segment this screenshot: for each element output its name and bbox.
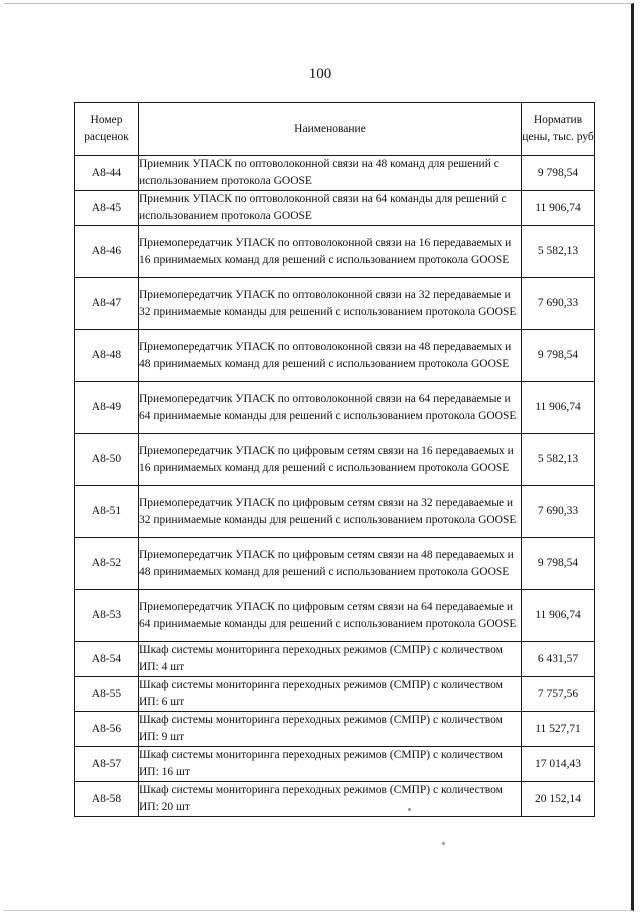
rate-price: 11 527,71 bbox=[522, 712, 595, 747]
rate-code: А8-58 bbox=[75, 782, 139, 817]
scan-speck bbox=[442, 842, 445, 845]
table-row bbox=[75, 486, 595, 538]
rate-price: 5 582,13 bbox=[522, 434, 595, 486]
rate-code: А8-49 bbox=[75, 382, 139, 434]
rate-name: Шкаф системы мониторинга переходных режимов (СМПР) с количеством ИП: 9 шт bbox=[139, 712, 522, 747]
rate-price: 7 757,56 bbox=[522, 677, 595, 712]
rate-price: 9 798,54 bbox=[522, 538, 595, 590]
rate-code: А8-53 bbox=[75, 590, 139, 642]
table-row bbox=[75, 156, 595, 191]
table-row bbox=[75, 226, 595, 278]
rate-name: Шкаф системы мониторинга переходных режимов (СМПР) с количеством ИП: 6 шт bbox=[139, 677, 522, 712]
header-rate-number: Номер расценок bbox=[75, 103, 139, 156]
rate-price: 20 152,14 bbox=[522, 782, 595, 817]
rate-code: А8-56 bbox=[75, 712, 139, 747]
rate-code: А8-48 bbox=[75, 330, 139, 382]
rate-code: А8-50 bbox=[75, 434, 139, 486]
rate-price: 5 582,13 bbox=[522, 226, 595, 278]
scan-speck bbox=[408, 808, 411, 811]
rate-price: 7 690,33 bbox=[522, 486, 595, 538]
rate-code: А8-51 bbox=[75, 486, 139, 538]
page-number: 100 bbox=[308, 66, 332, 82]
table-row bbox=[75, 747, 595, 782]
rate-name: Шкаф системы мониторинга переходных режимов (СМПР) с количеством ИП: 20 шт bbox=[139, 782, 522, 817]
table-row bbox=[75, 712, 595, 747]
rate-price: 17 014,43 bbox=[522, 747, 595, 782]
rate-code: А8-55 bbox=[75, 677, 139, 712]
rate-price: 11 906,74 bbox=[522, 191, 595, 226]
rate-code: А8-44 bbox=[75, 156, 139, 191]
rate-name: Приемопередатчик УПАСК по оптоволоконной связи на 32 передаваемые и 32 принимаемые команды для решений с использованием протокола GOOSE bbox=[139, 278, 522, 330]
table-row bbox=[75, 330, 595, 382]
rate-name: Приемопередатчик УПАСК по цифровым сетям связи на 48 передаваемых и 48 принимаемых команд для решений с использованием протокола GOOSE bbox=[139, 538, 522, 590]
rate-name: Шкаф системы мониторинга переходных режимов (СМПР) с количеством ИП: 16 шт bbox=[139, 747, 522, 782]
table-row bbox=[75, 590, 595, 642]
table-row bbox=[75, 782, 595, 817]
rate-code: А8-47 bbox=[75, 278, 139, 330]
table-row bbox=[75, 434, 595, 486]
rate-name: Приемопередатчик УПАСК по цифровым сетям связи на 64 передаваемые и 64 принимаемые команды для решений с использованием протокола GOOSE bbox=[139, 590, 522, 642]
rate-price: 7 690,33 bbox=[522, 278, 595, 330]
header-name: Наименование bbox=[139, 103, 522, 156]
table-row bbox=[75, 677, 595, 712]
table-header-row bbox=[75, 103, 595, 156]
rate-name: Приемник УПАСК по оптоволоконной связи на 48 команд для решений с использованием протокола GOOSE bbox=[139, 156, 522, 191]
rate-price: 6 431,57 bbox=[522, 642, 595, 677]
rate-price: 11 906,74 bbox=[522, 590, 595, 642]
header-price: Норматив цены, тыс. руб bbox=[522, 103, 595, 156]
rate-code: А8-54 bbox=[75, 642, 139, 677]
rate-name: Приемопередатчик УПАСК по цифровым сетям связи на 16 передаваемых и 16 принимаемых команд для решений с использованием протокола GOOSE bbox=[139, 434, 522, 486]
rate-name: Приемник УПАСК по оптоволоконной связи на 64 команды для решений с использованием протокола GOOSE bbox=[139, 191, 522, 226]
rate-name: Приемопередатчик УПАСК по оптоволоконной связи на 48 передаваемых и 48 принимаемых команд для решений с использованием протокола GOOSE bbox=[139, 330, 522, 382]
rate-code: А8-52 bbox=[75, 538, 139, 590]
table-row bbox=[75, 382, 595, 434]
rate-name: Шкаф системы мониторинга переходных режимов (СМПР) с количеством ИП: 4 шт bbox=[139, 642, 522, 677]
table-row bbox=[75, 278, 595, 330]
rate-name: Приемопередатчик УПАСК по оптоволоконной связи на 64 передаваемые и 64 принимаемые команды для решений с использованием протокола GOOSE bbox=[139, 382, 522, 434]
rate-code: А8-57 bbox=[75, 747, 139, 782]
rate-price: 9 798,54 bbox=[522, 156, 595, 191]
rate-code: А8-46 bbox=[75, 226, 139, 278]
table-row bbox=[75, 191, 595, 226]
rate-price: 11 906,74 bbox=[522, 382, 595, 434]
rates-table bbox=[74, 102, 595, 817]
table-row bbox=[75, 642, 595, 677]
rate-price: 9 798,54 bbox=[522, 330, 595, 382]
table-row bbox=[75, 538, 595, 590]
rate-name: Приемопередатчик УПАСК по оптоволоконной связи на 16 передаваемых и 16 принимаемых команд для решений с использованием протокола GOOSE bbox=[139, 226, 522, 278]
rate-name: Приемопередатчик УПАСК по цифровым сетям связи на 32 передаваемые и 32 принимаемые команды для решений с использованием протокола GOOSE bbox=[139, 486, 522, 538]
rate-code: А8-45 bbox=[75, 191, 139, 226]
